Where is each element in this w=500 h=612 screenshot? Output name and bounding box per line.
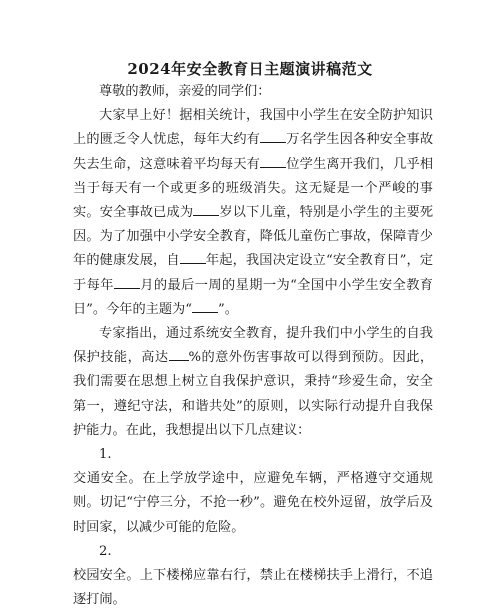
- paragraph-text: 岁以下儿童，特别是小学生的主要死因。为了加强中小学安全教育，降低儿童伤亡事故，保障青少年的健康发展，自: [73, 205, 434, 269]
- paragraph-text: 位学生离开我们，几乎相当于每天有一个或更多的班级消失。这无疑是一个严峻的事实。安全事故已成为: [73, 156, 434, 221]
- fill-in-blank: [193, 201, 219, 216]
- fill-in-blank: [260, 153, 286, 168]
- greeting: 尊敬的教师，亲爱的同学们：: [99, 84, 271, 99]
- list-item-number: 1.: [99, 447, 112, 463]
- list-item-text: 校园安全。上下楼梯应靠右行，禁止在楼梯扶手上滑行，不追逐打闹。: [73, 568, 433, 608]
- fill-in-blank: [114, 274, 140, 289]
- paragraph-text: 月的最后一周的星期一为“全国中小学生安全教育日”。今年的主题为“: [73, 277, 433, 317]
- paragraph-text: 专家指出，通过系统安全教育，提升我们中小学生的自我保护技能，高达: [73, 326, 433, 366]
- paragraph-text: 年起，我国决定设立“安全教育日”，定于每年: [73, 253, 434, 293]
- fill-in-blank: [169, 346, 189, 361]
- paragraph-text: 万名学生因各种安全事故失去生命，这意味着平均每天有: [73, 132, 434, 172]
- paragraph-text: ”。: [217, 301, 238, 317]
- page-title: 2024年安全教育日主题演讲稿范文: [127, 60, 373, 78]
- document-body: [73, 80, 433, 612]
- paragraph-text: 大家早上好！据相关统计，我国中小学生在安全防护知识上的匮乏令人忧虑，每年大约有: [73, 108, 433, 148]
- paragraph-statistics: [73, 104, 433, 322]
- paragraph-expert-advice: [73, 322, 433, 443]
- list-item-number: 2.: [99, 543, 112, 559]
- fill-in-blank: [192, 298, 218, 313]
- fill-in-blank: [180, 249, 206, 264]
- fill-in-blank: [260, 128, 286, 143]
- list-item-text: 交通安全。在上学放学途中，应避免车辆，严格遵守交通规则。切记“宁停三分，不抢一秒”。避免在校外逗留，放学后及时回家，以减少可能的危险。: [73, 471, 433, 535]
- paragraph-text: %的意外伤害事故可以得到预防。因此，我们需要在思想上树立自我保护意识，秉持“珍爱生命，安全第一，遵纪守法，和谐共处”的原则，以实际行动提升自我保护能力。在此，我想提出以下几点建议：: [73, 350, 434, 438]
